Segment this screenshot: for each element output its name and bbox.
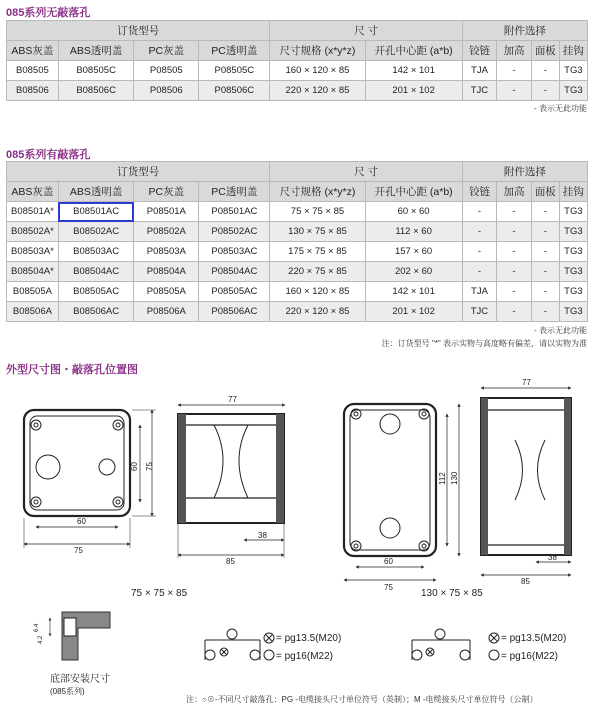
- table-cell: 175 × 75 × 85: [270, 242, 365, 262]
- table-cell: -: [497, 282, 532, 302]
- group-header: 附件选择: [462, 162, 587, 182]
- table-cell: P08502AC: [199, 222, 270, 242]
- table-cell: B08505C: [58, 61, 134, 81]
- column-header: 挂钩: [559, 41, 587, 61]
- column-header: PC透明盖: [199, 182, 270, 202]
- table-cell: B08506A: [7, 302, 59, 322]
- table-cell: B08504A*: [7, 262, 59, 282]
- table-cell: -: [531, 61, 559, 81]
- table-cell: B08501A*: [7, 202, 59, 222]
- box-a-side-view: [178, 405, 285, 558]
- knockout-diagram-b: [412, 629, 470, 660]
- mount-caption: 底部安装尺寸: [50, 674, 110, 685]
- table-cell: 160 × 120 × 85: [270, 61, 365, 81]
- knockout-diagram-a: [205, 629, 260, 660]
- column-header: ABS灰盖: [7, 41, 59, 61]
- table-cell: P08506AC: [199, 302, 270, 322]
- table-cell: TG3: [559, 222, 587, 242]
- dim-b-ci: 60: [384, 557, 393, 566]
- table-cell: -: [497, 81, 532, 101]
- column-header: 铰链: [462, 182, 497, 202]
- table-cell: -: [497, 262, 532, 282]
- table-cell: TG3: [559, 202, 587, 222]
- table-cell: P08506A: [134, 302, 199, 322]
- column-header: 加高: [497, 182, 532, 202]
- table-cell: 157 × 60: [365, 242, 462, 262]
- table-row: [7, 61, 588, 81]
- table-cell: B08505: [7, 61, 59, 81]
- table-cell: TG3: [559, 81, 587, 101]
- column-header: 面板: [531, 41, 559, 61]
- spec-table-no-knockout: [6, 20, 588, 101]
- legend-a-2: = pg16(M22): [276, 651, 333, 662]
- table-cell: -: [462, 262, 497, 282]
- caption-a: 75 × 75 × 85: [131, 588, 188, 599]
- box-b-top-view: [344, 404, 459, 580]
- table-cell: B08506: [7, 81, 59, 101]
- table-cell: TJA: [462, 61, 497, 81]
- table-cell: P08505A: [134, 282, 199, 302]
- table-cell: P08505: [134, 61, 199, 81]
- dim-a-ci: 60: [77, 517, 86, 526]
- table-cell: P08504A: [134, 262, 199, 282]
- table-cell: 201 × 102: [365, 81, 462, 101]
- table-row: [7, 222, 588, 242]
- table-cell: P08501AC: [199, 202, 270, 222]
- table-cell: P08505AC: [199, 282, 270, 302]
- table-cell: -: [462, 242, 497, 262]
- group-header: 附件选择: [462, 21, 587, 41]
- table-cell: 75 × 75 × 85: [270, 202, 365, 222]
- table-cell: TG3: [559, 61, 587, 81]
- dim-b-side: 38: [548, 553, 557, 562]
- dim-b-w: 75: [384, 583, 393, 592]
- table-cell: 220 × 75 × 85: [270, 262, 365, 282]
- mount-dim-1: 6.4: [34, 623, 40, 632]
- caption-b: 130 × 75 × 85: [421, 588, 483, 599]
- table-cell: TG3: [559, 242, 587, 262]
- table-cell: TG3: [559, 262, 587, 282]
- column-header: ABS透明盖: [58, 41, 134, 61]
- column-header: PC透明盖: [199, 41, 270, 61]
- mount-dim-2: 4.2: [38, 635, 44, 644]
- group-header: 尺 寸: [270, 162, 462, 182]
- table-cell: 60 × 60: [365, 202, 462, 222]
- legend-a-1: = pg13.5(M20): [276, 633, 342, 644]
- table-row: [7, 81, 588, 101]
- legend-symbols: [264, 633, 499, 660]
- table-cell: TJC: [462, 81, 497, 101]
- column-header: PC灰盖: [134, 182, 199, 202]
- table-cell: B08506AC: [58, 302, 134, 322]
- table-cell: B08506C: [58, 81, 134, 101]
- table-row: [7, 262, 588, 282]
- table-cell: -: [497, 242, 532, 262]
- drawings-title: 外型尺寸图・敲落孔位置图: [6, 364, 138, 376]
- column-header: 铰链: [462, 41, 497, 61]
- box-b-side-view: [481, 388, 571, 575]
- table-row: [7, 242, 588, 262]
- table-cell: B08502AC: [58, 222, 134, 242]
- table-cell: 201 × 102: [365, 302, 462, 322]
- table-cell: P08503A: [134, 242, 199, 262]
- table-cell: -: [531, 202, 559, 222]
- table-cell: -: [497, 302, 532, 322]
- group-header: 订货型号: [7, 21, 270, 41]
- table-cell: TJA: [462, 282, 497, 302]
- table-cell: P08505C: [199, 61, 270, 81]
- bottom-note: 注：○⊗-不同尺寸敲落孔：PG -电缆接头尺寸单位符号（英制）；M -电缆接头尺寸单位符号（公制）: [186, 695, 538, 704]
- dim-b-h: 130: [450, 471, 459, 485]
- column-header: 挂钩: [559, 182, 587, 202]
- dim-a-h: 75: [145, 462, 154, 471]
- dim-b-top: 77: [522, 378, 531, 387]
- table-cell: B08503A*: [7, 242, 59, 262]
- table-cell: P08506: [134, 81, 199, 101]
- box-a-top-view: [24, 410, 156, 548]
- legend-b-2: = pg16(M22): [501, 651, 558, 662]
- table-row: [7, 302, 588, 322]
- column-header: 尺寸规格 (x*y*z): [270, 41, 365, 61]
- table-cell: B08505AC: [58, 282, 134, 302]
- table-cell: B08503AC: [58, 242, 134, 262]
- section1-title: 085系列无敲落孔: [6, 7, 91, 19]
- table-cell: TG3: [559, 302, 587, 322]
- section1-note: - 表示无此功能: [534, 104, 587, 113]
- column-header: 面板: [531, 182, 559, 202]
- table-cell: TJC: [462, 302, 497, 322]
- table-cell: P08504AC: [199, 262, 270, 282]
- mount-subcaption: (085系列): [50, 687, 85, 696]
- table-cell: 220 × 120 × 85: [270, 81, 365, 101]
- dim-a-bottom: 85: [226, 557, 235, 566]
- table-row: [7, 202, 588, 222]
- table-cell: -: [531, 262, 559, 282]
- table-cell: -: [497, 61, 532, 81]
- dim-b-bottom: 85: [521, 577, 530, 586]
- section2-title: 085系列有敲落孔: [6, 149, 91, 161]
- table-cell: B08505A: [7, 282, 59, 302]
- spec-table-knockout: [6, 161, 588, 322]
- table-cell: 112 × 60: [365, 222, 462, 242]
- column-header: PC灰盖: [134, 41, 199, 61]
- table-cell: 130 × 75 × 85: [270, 222, 365, 242]
- table-cell: 142 × 101: [365, 282, 462, 302]
- table-cell: -: [497, 202, 532, 222]
- table-cell: P08503AC: [199, 242, 270, 262]
- dim-a-cj: 60: [130, 462, 139, 471]
- table-cell: P08502A: [134, 222, 199, 242]
- table-cell: -: [531, 242, 559, 262]
- group-header: 订货型号: [7, 162, 270, 182]
- table-cell: -: [462, 202, 497, 222]
- table-cell: -: [462, 222, 497, 242]
- table-cell: TG3: [559, 282, 587, 302]
- table-cell: 202 × 60: [365, 262, 462, 282]
- column-header: 开孔中心距 (a*b): [365, 41, 462, 61]
- mount-detail: [50, 612, 110, 660]
- table-cell: B08502A*: [7, 222, 59, 242]
- table-cell: -: [531, 81, 559, 101]
- table-cell: 160 × 120 × 85: [270, 282, 365, 302]
- table-cell: 142 × 101: [365, 61, 462, 81]
- table-cell: B08504AC: [58, 262, 134, 282]
- table-cell: -: [497, 222, 532, 242]
- table-cell: -: [531, 302, 559, 322]
- column-header: ABS灰盖: [7, 182, 59, 202]
- table-cell: 220 × 120 × 85: [270, 302, 365, 322]
- dim-a-w: 75: [74, 546, 83, 555]
- section2-note2: 注：订货型号 "*" 表示实物与高度略有偏差，请以实物为准: [381, 339, 587, 348]
- group-header: 尺 寸: [270, 21, 462, 41]
- dim-b-cj: 112: [438, 472, 447, 485]
- column-header: 尺寸规格 (x*y*z): [270, 182, 365, 202]
- table-cell: -: [531, 282, 559, 302]
- table-cell: P08506C: [199, 81, 270, 101]
- table-cell: -: [531, 222, 559, 242]
- column-header: 加高: [497, 41, 532, 61]
- column-header: 开孔中心距 (a*b): [365, 182, 462, 202]
- legend-b-1: = pg13.5(M20): [501, 633, 567, 644]
- section2-note1: - 表示无此功能: [534, 326, 587, 335]
- table-cell: P08501A: [134, 202, 199, 222]
- dim-a-top: 77: [228, 395, 237, 404]
- dim-a-side: 38: [258, 531, 267, 540]
- column-header: ABS透明盖: [58, 182, 134, 202]
- table-cell: B08501AC: [58, 202, 134, 222]
- table-row: [7, 282, 588, 302]
